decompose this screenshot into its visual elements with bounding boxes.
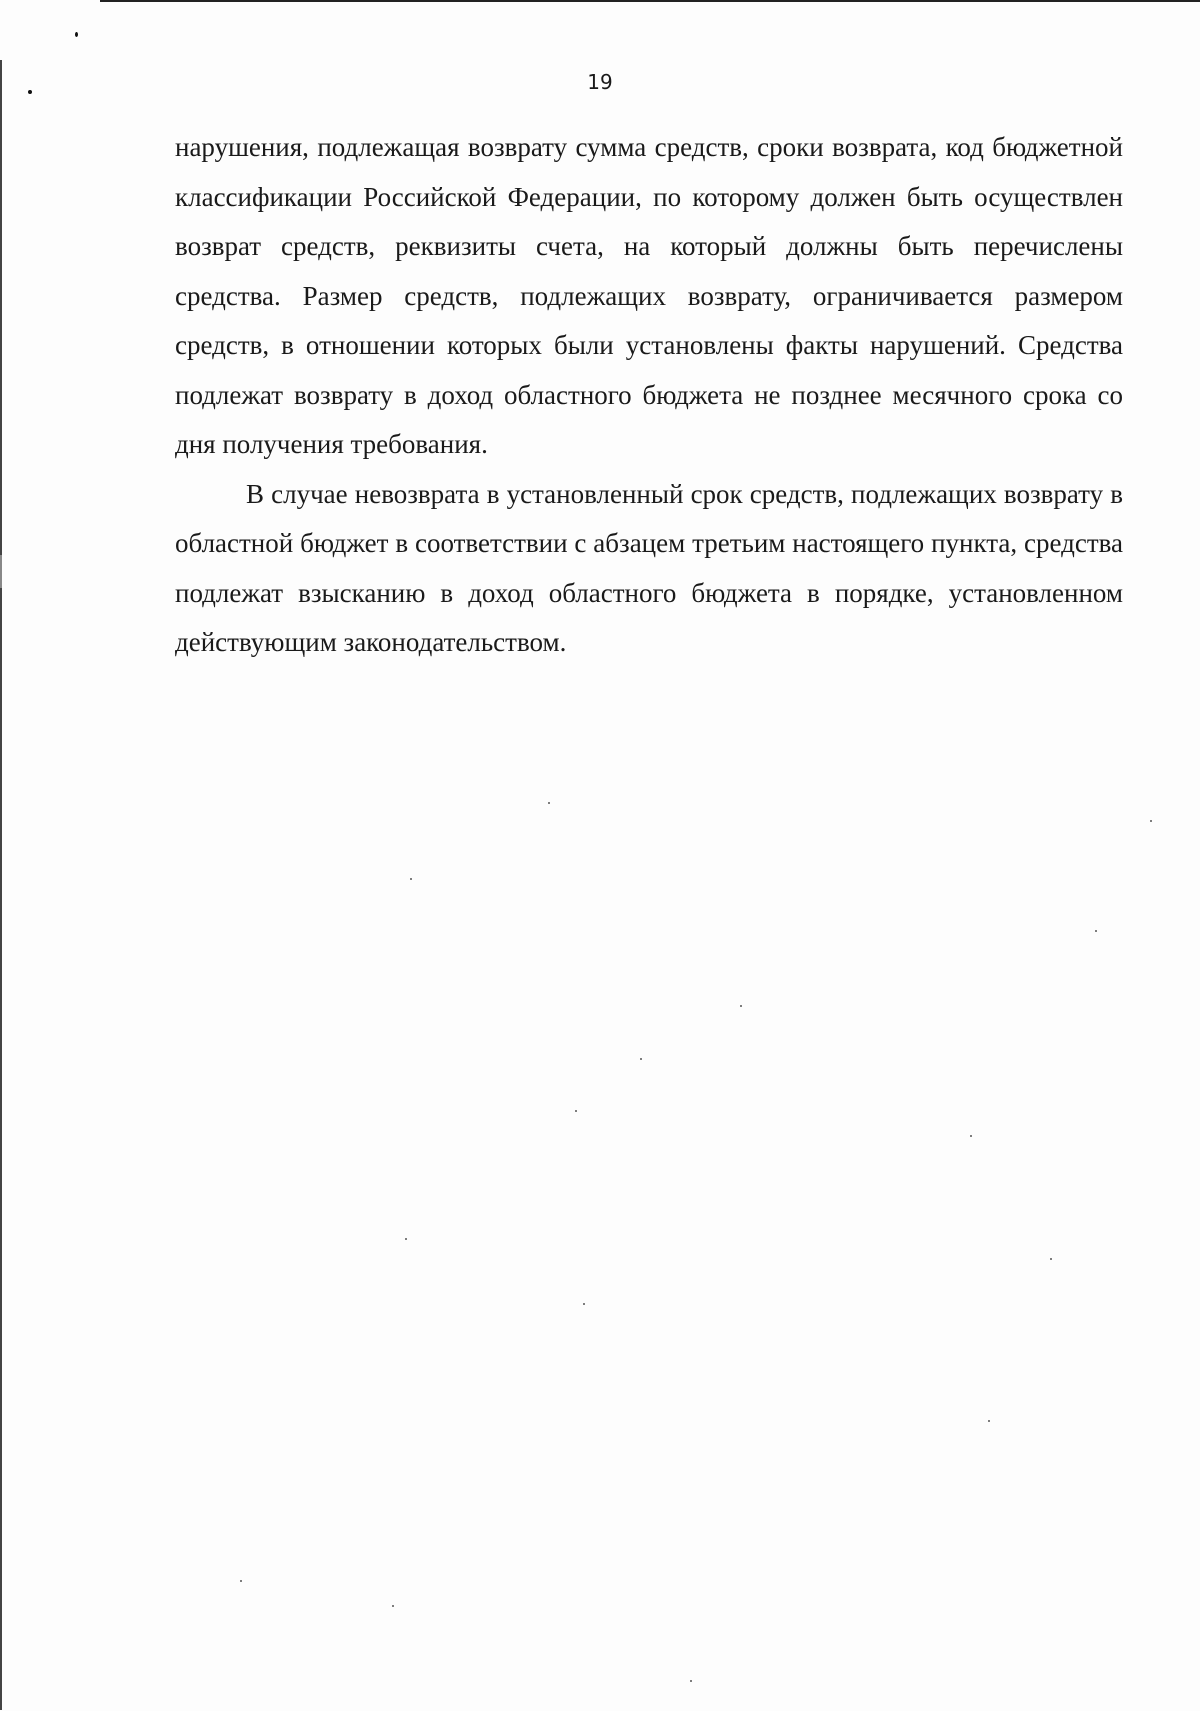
scan-speck (740, 1005, 742, 1007)
scan-speck (1095, 930, 1097, 932)
paragraph-1: нарушения, подлежащая возврату сумма средств, сроки возврата, код бюджетной классификации Российской Федерации, по которому должен быть осуществлен возврат средств, реквизиты счета, на который должны быть перечислены средства. Размер средств, подлежащих возврату, ограничивается размером средств, в отношении которых были установлены факты нарушений. Средства подлежат возврату в доход областного бюджета не позднее месячного срока со дня получения требования. (175, 132, 1123, 459)
scan-speck (548, 802, 550, 804)
scan-speck (410, 878, 412, 880)
document-body (175, 123, 1123, 668)
scan-speck (75, 32, 78, 37)
scan-speck (1050, 1258, 1052, 1260)
scan-speck (1150, 820, 1152, 822)
scan-left-edge (0, 60, 2, 1710)
scan-speck (575, 1110, 577, 1112)
scan-speck (392, 1605, 394, 1607)
paragraph-2: В случае невозврата в установленный срок средств, подлежащих возврату в областной бюджет в соответствии с абзацем третьим настоящего пункта, средства подлежат взысканию в доход областного бюджета в порядке, установленном действующим законодательством. (175, 478, 1123, 657)
scan-top-border (100, 0, 1200, 2)
scan-speck (970, 1135, 972, 1137)
page-number: 19 (587, 70, 613, 94)
scan-speck (240, 1580, 242, 1582)
scan-speck (583, 1303, 585, 1305)
scan-speck (640, 1058, 642, 1060)
scan-speck (690, 1680, 692, 1682)
scan-speck (405, 1238, 407, 1240)
scan-speck (988, 1420, 990, 1422)
scan-speck (28, 90, 32, 94)
